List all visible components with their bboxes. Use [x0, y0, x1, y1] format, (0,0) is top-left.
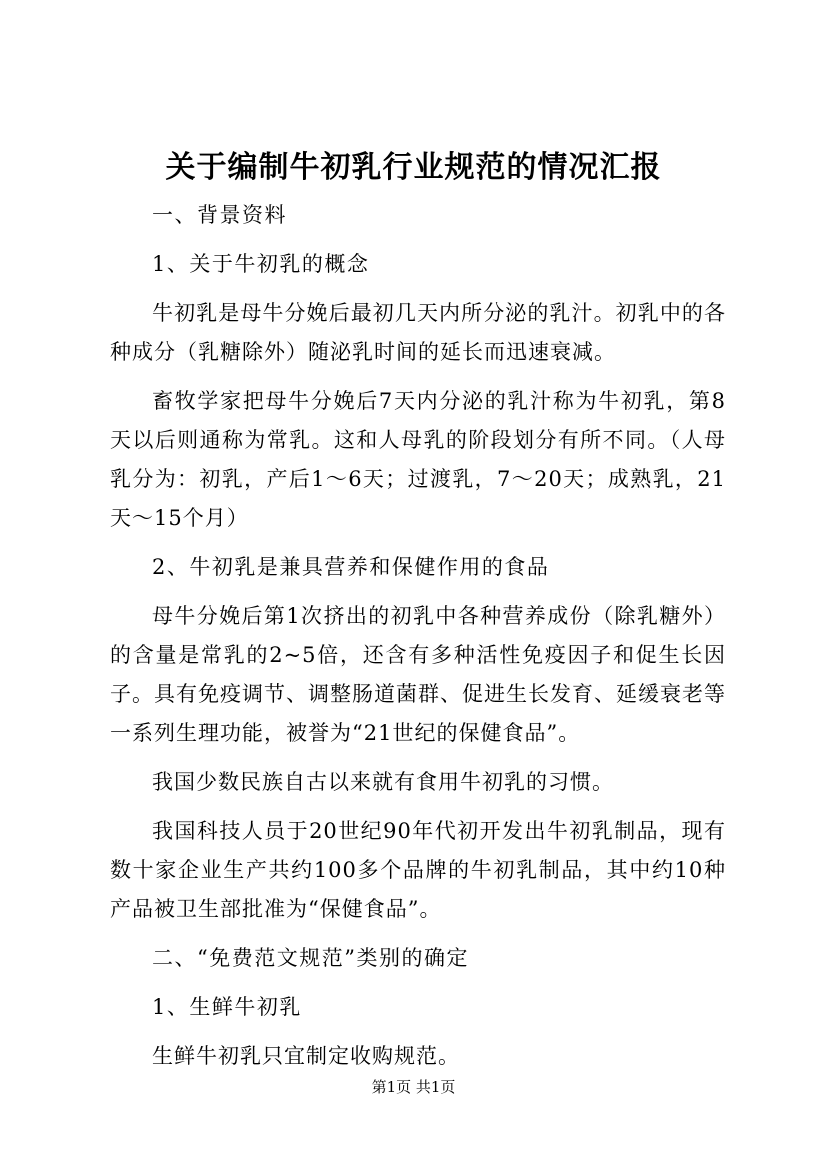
paragraph: 牛初乳是母牛分娩后最初几天内所分泌的乳汁。初乳中的各种成分（乳糖除外）随泌乳时间的延长而迅速衰减。 [110, 301, 726, 364]
page-number: 第1页 共1页 [371, 1078, 456, 1096]
document-body [110, 196, 726, 1076]
section-heading: 一、背景资料 [152, 203, 287, 227]
paragraph: 母牛分娩后第1次挤出的初乳中各种营养成份（除乳糖外）的含量是常乳的2~5倍，还含有多种活性免疫因子和促生长因子。具有免疫调节、调整肠道菌群、促进生长发育、延缓衰老等一系列生理功能，被誉为“21世纪的保健食品”。 [110, 604, 726, 745]
subsection-heading: 1、生鲜牛初乳 [152, 995, 302, 1019]
subsection-heading: 1、关于牛初乳的概念 [152, 252, 370, 276]
paragraph: 我国少数民族自古以来就有食用牛初乳的习惯。 [152, 770, 614, 794]
paragraph: 我国科技人员于20世纪90年代初开发出牛初乳制品，现有数十家企业生产共约100多个品牌的牛初乳制品，其中约10种产品被卫生部批准为“保健食品”。 [110, 819, 726, 921]
subsection-heading: 2、牛初乳是兼具营养和保健作用的食品 [152, 555, 550, 579]
paragraph: 畜牧学家把母牛分娩后7天内分泌的乳汁称为牛初乳，第8天以后则通称为常乳。这和人母乳的阶段划分有所不同。（人母乳分为：初乳，产后1～6天；过渡乳，7～20天；成熟乳，21天～15个月） [110, 389, 726, 530]
section-heading: 二、“免费范文规范”类别的确定 [152, 946, 469, 970]
paragraph: 生鲜牛初乳只宜制定收购规范。 [152, 1044, 460, 1068]
document-title: 关于编制牛初乳行业规范的情况汇报 [165, 150, 662, 185]
